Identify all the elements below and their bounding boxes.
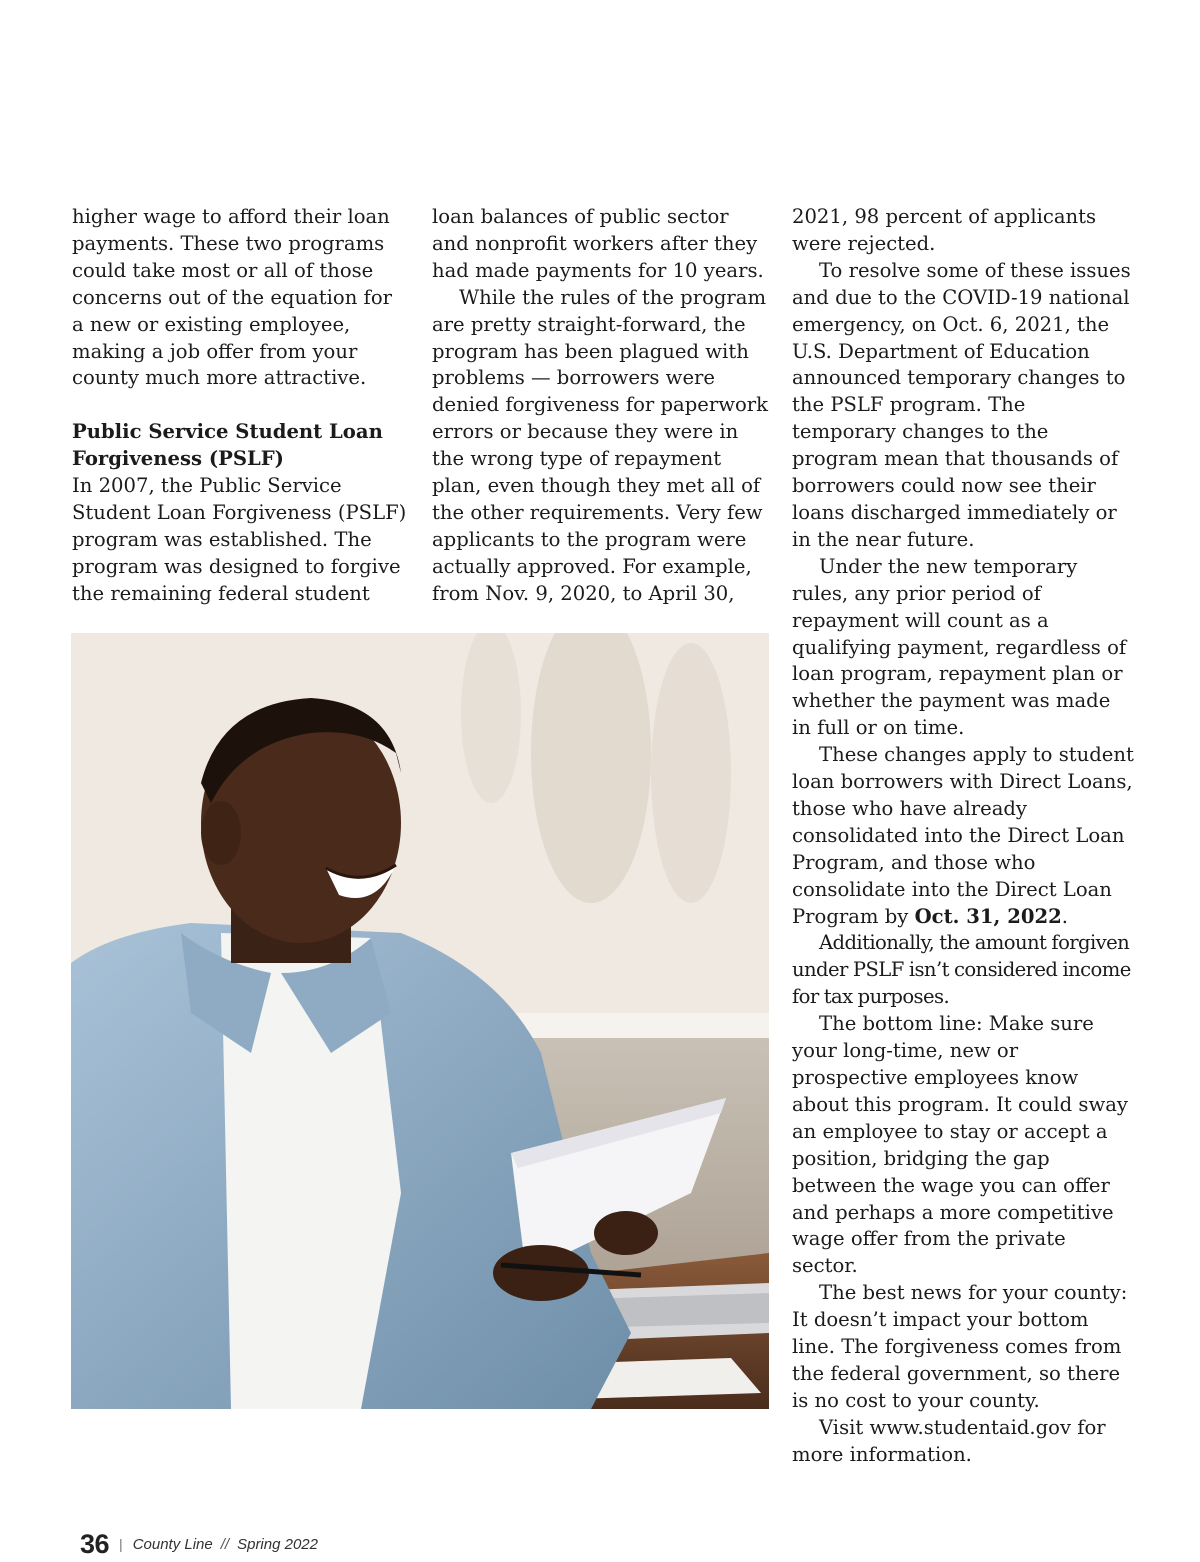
issue-name: Spring 2022: [237, 1535, 318, 1553]
publication-name: County Line: [132, 1535, 213, 1553]
paragraph: To resolve some of these issues and due to the COVID-19 national emergency, on Oct. 6, 2021, the U.S. Department of Education announced temporary changes to the PSLF program. The temporary changes to the program mean that thousands of borrowers could now see their loans discharged immediately or in the near future.: [792, 258, 1131, 551]
article-photo: [71, 633, 769, 1409]
photo-man-reading-paper: [71, 633, 769, 1409]
deadline-date: Oct. 31, 2022: [914, 904, 1062, 928]
paragraph: The bottom line: Make sure your long-time, new or prospective employees know about this program. It could sway an employee to stay or accept a position, bridging the gap between the wage you can offer and perhaps a more competitive wage offer from the private sector.: [792, 1012, 1128, 1278]
paragraph: Visit www.studentaid.gov for more information.: [792, 1415, 1106, 1466]
left-column: [72, 204, 407, 608]
footer-slashes: //: [220, 1535, 230, 1553]
paragraph: loan balances of public sector and nonprofit workers after they had made payments for 10 years.: [432, 205, 764, 282]
paragraph: [792, 742, 1135, 930]
right-column: [792, 204, 1135, 1469]
paragraph: 2021, 98 percent of applicants were rejected.: [792, 205, 1097, 255]
page-number: 36: [80, 1528, 110, 1559]
paragraph: The best news for your county: It doesn’t impact your bottom line. The forgiveness comes from the federal government, so there is no cost to your county.: [792, 1281, 1128, 1412]
paragraph: Under the new temporary rules, any prior period of repayment will count as a qualifying payment, regardless of loan program, repayment plan or whether the payment was made in full or on time.: [792, 554, 1127, 740]
paragraph-end: .: [1061, 904, 1068, 928]
paragraph: While the rules of the program are pretty straight-forward, the program has been plagued with problems — borrowers were denied forgiveness for paperwork errors or because they were in the wrong type of repayment plan, even though they met all of the other requirements. Very few applicants to the program were actually approved. For example, from Nov. 9, 2020, to April 30,: [432, 285, 769, 605]
paragraph: Additionally, the amount forgiven under PSLF isn’t considered income for tax purposes.: [792, 931, 1131, 1009]
middle-column: [432, 204, 770, 608]
paragraph: higher wage to afford their loan payments. These two programs could take most or all of those concerns out of the equation for a new or existing employee, making a job offer from your county much more attractive.: [72, 205, 392, 390]
footer-separator: |: [119, 1536, 123, 1552]
paragraph: In 2007, the Public Service Student Loan Forgiveness (PSLF) program was established. The program was designed to forgive the remaining federal student: [72, 474, 407, 605]
section-subhead: Public Service Student Loan Forgiveness (PSLF): [72, 420, 383, 471]
page-footer: [80, 1526, 318, 1562]
paragraph-text: These changes apply to student loan borrowers with Direct Loans, those who have already consolidated into the Direct Loan Program, and those who consolidate into the Direct Loan Program by: [792, 743, 1134, 928]
